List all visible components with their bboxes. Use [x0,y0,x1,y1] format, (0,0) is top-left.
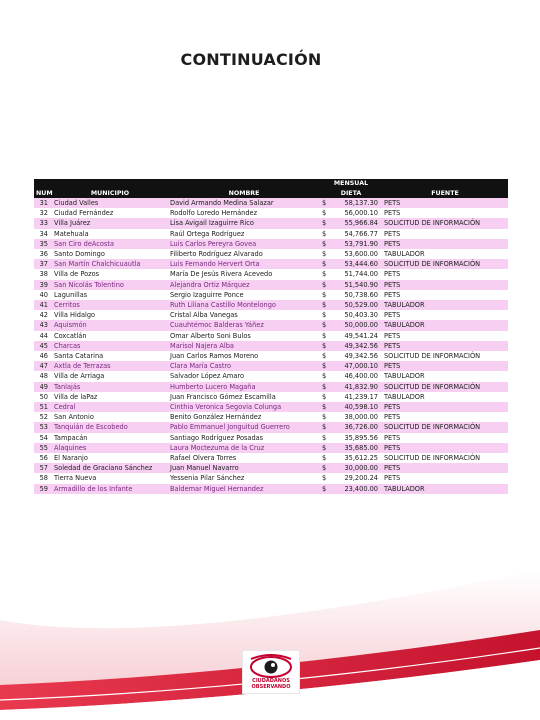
cell-municipio: Tanlajás [52,382,168,392]
cell-dieta: 41,239.17 [332,392,382,402]
cell-nombre: Humberto Lucero Magaña [168,382,320,392]
cell-nombre: Santiago Rodríguez Posadas [168,433,320,443]
header-top-municipio [52,179,168,189]
cell-dieta: 53,791.90 [332,239,382,249]
cell-municipio: Tierra Nueva [52,473,168,483]
cell-num: 53 [34,422,52,432]
cell-municipio: Tampacán [52,433,168,443]
table-row [34,463,508,473]
cell-currency: $ [320,218,332,228]
cell-municipio: Cedral [52,402,168,412]
cell-dieta: 49,541.24 [332,331,382,341]
header-num: NUM [36,190,53,197]
cell-dieta: 46,400.00 [332,371,382,381]
cell-nombre: Ruth Liliana Castillo Montelongo [168,300,320,310]
cell-municipio: Ciudad Valles [52,198,168,208]
table-row [34,300,508,310]
cell-fuente: TABULADOR [382,484,508,494]
cell-nombre: Salvador López Amaro [168,371,320,381]
cell-municipio: Aquismón [52,320,168,330]
table-row [34,310,508,320]
cell-dieta: 54,766.77 [332,229,382,239]
cell-municipio: San Antonio [52,412,168,422]
cell-nombre: Omar Alberto Soni Bulos [168,331,320,341]
cell-municipio: Alaquines [52,443,168,453]
table-row [34,218,508,228]
cell-dieta: 49,342.56 [332,351,382,361]
cell-nombre: Cinthia Veronica Segovia Colunga [168,402,320,412]
cell-fuente: PETS [382,239,508,249]
cell-dieta: 50,738.60 [332,290,382,300]
header-top-fuente [382,179,508,189]
cell-num: 56 [34,453,52,463]
cell-dieta: 36,726.00 [332,422,382,432]
cell-municipio: Matehuala [52,229,168,239]
cell-municipio: Villa Juárez [52,218,168,228]
ciudadanos-observando-logo [242,650,300,694]
cell-municipio: Cerritos [52,300,168,310]
cell-nombre: Juan Manuel Navarro [168,463,320,473]
cell-num: 33 [34,218,52,228]
cell-currency: $ [320,310,332,320]
footer-decoration [0,560,540,720]
table-row [34,290,508,300]
cell-fuente: PETS [382,341,508,351]
cell-num: 46 [34,351,52,361]
cell-num: 58 [34,473,52,483]
cell-nombre: Juan Francisco Gómez Escamilla [168,392,320,402]
cell-fuente: PETS [382,198,508,208]
cell-municipio: San Martín Chalchicuautla [52,259,168,269]
cell-nombre: María De Jesús Rivera Acevedo [168,269,320,279]
cell-dieta: 38,000.00 [332,412,382,422]
table-header-row-top [34,179,508,189]
cell-fuente: PETS [382,433,508,443]
cell-currency: $ [320,392,332,402]
cell-fuente: PETS [382,412,508,422]
table-row [34,208,508,218]
table-row [34,473,508,483]
cell-municipio: Ciudad Fernández [52,208,168,218]
table-row [34,280,508,290]
cell-nombre: Clara María Castro [168,361,320,371]
cell-currency: $ [320,259,332,269]
cell-municipio: San Ciro deAcosta [52,239,168,249]
header-nombre: NOMBRE [168,189,320,198]
table-row [34,412,508,422]
cell-dieta: 50,403.30 [332,310,382,320]
cell-fuente: TABULADOR [382,392,508,402]
cell-fuente: PETS [382,229,508,239]
cell-nombre: Rodolfo Loredo Hernández [168,208,320,218]
cell-num: 57 [34,463,52,473]
cell-dieta: 53,444.60 [332,259,382,269]
cell-dieta: 49,342.56 [332,341,382,351]
cell-fuente: TABULADOR [382,249,508,259]
cell-num: 49 [34,382,52,392]
logo-line2: OBSERVANDO [251,683,291,690]
table-row [34,259,508,269]
header-fuente: FUENTE [382,189,508,198]
cell-municipio: Villa de laPaz [52,392,168,402]
header-top-num [34,179,52,189]
cell-num: 34 [34,229,52,239]
cell-fuente: TABULADOR [382,320,508,330]
cell-municipio: Soledad de Graciano Sánchez [52,463,168,473]
cell-fuente: TABULADOR [382,300,508,310]
cell-num: 50 [34,392,52,402]
cell-num: 52 [34,412,52,422]
table-row [34,331,508,341]
cell-currency: $ [320,433,332,443]
cell-currency: $ [320,320,332,330]
cell-municipio: Villa de Arriaga [52,371,168,381]
cell-dieta: 55,966.84 [332,218,382,228]
cell-currency: $ [320,422,332,432]
cell-fuente: SOLICITUD DE INFORMACIÓN [382,382,508,392]
cell-dieta: 35,895.56 [332,433,382,443]
cell-nombre: Sergio Izaguirre Ponce [168,290,320,300]
cell-municipio: Coxcatlán [52,331,168,341]
table-row [34,320,508,330]
cell-currency: $ [320,300,332,310]
table-row [34,361,508,371]
cell-currency: $ [320,443,332,453]
cell-dieta: 53,600.00 [332,249,382,259]
cell-fuente: TABULADOR [382,371,508,381]
cell-dieta: 35,612.25 [332,453,382,463]
cell-currency: $ [320,280,332,290]
table-row [34,341,508,351]
table-header-row [34,189,508,198]
cell-nombre: Yessenia Pilar Sánchez [168,473,320,483]
cell-fuente: SOLICITUD DE INFORMACIÓN [382,422,508,432]
cell-num: 47 [34,361,52,371]
cell-fuente: SOLICITUD DE INFORMACIÓN [382,351,508,361]
cell-nombre: Raúl Ortega Rodríguez [168,229,320,239]
cell-currency: $ [320,463,332,473]
salary-table-container [34,179,508,494]
cell-municipio: San Nicolás Tolentino [52,280,168,290]
cell-nombre: Alejandra Ortiz Márquez [168,280,320,290]
cell-nombre: Cristal Alba Vanegas [168,310,320,320]
cell-municipio: Lagunillas [52,290,168,300]
cell-dieta: 41,832.90 [332,382,382,392]
cell-num: 38 [34,269,52,279]
cell-nombre: Lisa Avigail Izaguirre Rico [168,218,320,228]
table-row [34,198,508,208]
cell-currency: $ [320,402,332,412]
cell-currency: $ [320,351,332,361]
cell-currency: $ [320,229,332,239]
cell-currency: $ [320,249,332,259]
cell-currency: $ [320,382,332,392]
cell-municipio: Tanquián de Escobedo [52,422,168,432]
cell-num: 54 [34,433,52,443]
table-body [34,198,508,494]
cell-nombre: Laura Moctezuma de la Cruz [168,443,320,453]
cell-fuente: PETS [382,269,508,279]
cell-fuente: PETS [382,463,508,473]
cell-num: 39 [34,280,52,290]
cell-fuente: PETS [382,290,508,300]
table-row [34,402,508,412]
cell-municipio: Villa Hidalgo [52,310,168,320]
cell-municipio: Villa de Pozos [52,269,168,279]
cell-num: 48 [34,371,52,381]
cell-fuente: PETS [382,208,508,218]
cell-fuente: SOLICITUD DE INFORMACIÓN [382,453,508,463]
header-top-mensual: MENSUAL [320,179,382,189]
cell-num: 41 [34,300,52,310]
table-row [34,453,508,463]
cell-dieta: 50,000.00 [332,320,382,330]
cell-municipio: Axtla de Terrazas [52,361,168,371]
cell-nombre: Filiberto Rodríguez Alvarado [168,249,320,259]
cell-fuente: PETS [382,443,508,453]
cell-currency: $ [320,198,332,208]
page-title: CONTINUACIÓN [180,50,322,69]
cell-dieta: 30,000.00 [332,463,382,473]
table-row [34,269,508,279]
cell-num: 35 [34,239,52,249]
table-row [34,422,508,432]
table-row [34,433,508,443]
cell-fuente: PETS [382,402,508,412]
table-row [34,351,508,361]
cell-fuente: SOLICITUD DE INFORMACIÓN [382,218,508,228]
cell-currency: $ [320,484,332,494]
cell-currency: $ [320,371,332,381]
cell-currency: $ [320,473,332,483]
cell-currency: $ [320,361,332,371]
cell-currency: $ [320,208,332,218]
cell-dieta: 51,540.90 [332,280,382,290]
eye-icon [243,653,299,681]
cell-nombre: Benito González Hernández [168,412,320,422]
cell-num: 51 [34,402,52,412]
cell-dieta: 35,685.00 [332,443,382,453]
cell-num: 32 [34,208,52,218]
cell-nombre: Luis Carlos Pereyra Govea [168,239,320,249]
cell-num: 31 [34,198,52,208]
cell-currency: $ [320,290,332,300]
table-row [34,392,508,402]
table-row [34,229,508,239]
cell-currency: $ [320,331,332,341]
cell-nombre: Rafael Olvera Torres [168,453,320,463]
cell-dieta: 29,200.24 [332,473,382,483]
cell-fuente: SOLICITUD DE INFORMACIÓN [382,259,508,269]
cell-nombre: Marisol Najera Alba [168,341,320,351]
cell-currency: $ [320,239,332,249]
cell-num: 55 [34,443,52,453]
cell-municipio: Armadillo de los Infante [52,484,168,494]
cell-nombre: David Armando Medina Salazar [168,198,320,208]
cell-dieta: 47,000.10 [332,361,382,371]
cell-fuente: PETS [382,331,508,341]
cell-fuente: PETS [382,361,508,371]
cell-currency: $ [320,453,332,463]
cell-dieta: 51,744.00 [332,269,382,279]
cell-num: 43 [34,320,52,330]
cell-num: 59 [34,484,52,494]
cell-nombre: Pablo Emmanuel Jonguitud Guerrero [168,422,320,432]
header-municipio: MUNICIPIO [52,189,168,198]
cell-dieta: 56,000.10 [332,208,382,218]
cell-municipio: Charcas [52,341,168,351]
table-row [34,382,508,392]
header-dieta: DIETA [320,189,382,198]
cell-fuente: PETS [382,310,508,320]
header-top-nombre [168,179,320,189]
cell-municipio: Santo Domingo [52,249,168,259]
cell-dieta: 40,598.10 [332,402,382,412]
cell-num: 40 [34,290,52,300]
cell-nombre: Luis Fernando Hervert Orta [168,259,320,269]
table-row [34,249,508,259]
cell-num: 36 [34,249,52,259]
cell-currency: $ [320,269,332,279]
cell-num: 42 [34,310,52,320]
logo-line1: CIUDADANOS [252,678,290,684]
cell-fuente: PETS [382,280,508,290]
table-row [34,371,508,381]
table-row [34,443,508,453]
cell-dieta: 58,137.30 [332,198,382,208]
cell-num: 45 [34,341,52,351]
cell-dieta: 50,529.00 [332,300,382,310]
salary-table [34,179,508,494]
cell-municipio: Santa Catarina [52,351,168,361]
cell-nombre: Cuauhtémoc Balderas Yáñez [168,320,320,330]
cell-nombre: Juan Carlos Ramos Moreno [168,351,320,361]
cell-currency: $ [320,412,332,422]
cell-dieta: 23,400.00 [332,484,382,494]
table-row [34,484,508,494]
cell-municipio: El Naranjo [52,453,168,463]
cell-nombre: Baldemar Miguel Hernandez [168,484,320,494]
cell-num: 37 [34,259,52,269]
cell-fuente: PETS [382,473,508,483]
cell-num: 44 [34,331,52,341]
cell-currency: $ [320,341,332,351]
table-row [34,239,508,249]
